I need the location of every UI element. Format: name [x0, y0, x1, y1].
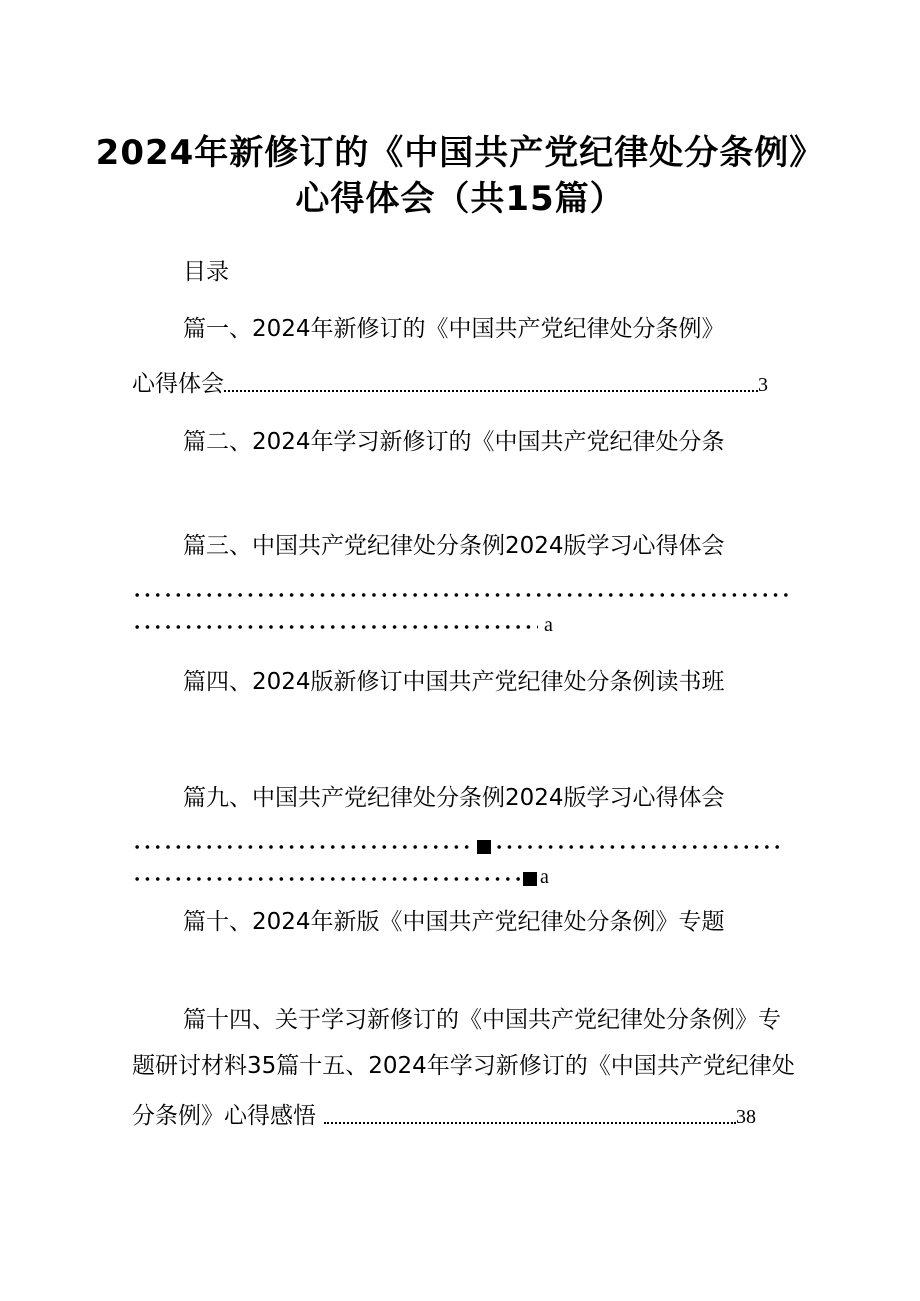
toc-entry-7-continuation[interactable]: [132, 1105, 756, 1128]
dot-leader: [132, 625, 538, 629]
toc-entry-2-title[interactable]: 篇二、2024年学习新修订的《中国共产党纪律处分条: [183, 429, 725, 455]
toc-heading: 目录: [183, 259, 229, 285]
toc-entry-3-leader: [132, 615, 553, 639]
dot-leader-row: [132, 586, 790, 610]
toc-entry-7-title[interactable]: 篇十四、关于学习新修订的《中国共产党纪律处分条例》专: [183, 1007, 781, 1033]
toc-entry-7-title-cont[interactable]: 题研讨材料35篇十五、2024年学习新修订的《中国共产党纪律处: [132, 1053, 795, 1079]
toc-entry-5-page: a: [540, 867, 549, 888]
toc-entry-5-title[interactable]: 篇九、中国共产党纪律处分条例2024版学习心得体会: [183, 785, 725, 811]
dot-leader-row: [132, 838, 780, 862]
dot-leader: [224, 390, 758, 392]
toc-entry-1-page: 3: [758, 374, 768, 396]
toc-entry-7-page: 38: [736, 1106, 756, 1128]
dot-leader: [132, 845, 474, 849]
toc-entry-5-leader: [132, 867, 549, 891]
toc-entry-3-title[interactable]: 篇三、中国共产党纪律处分条例2024版学习心得体会: [183, 533, 725, 559]
dot-leader: [494, 845, 780, 849]
document-title-line1: 2024年新修订的《中国共产党纪律处分条例》: [95, 133, 825, 173]
toc-entry-3-page: a: [544, 615, 553, 636]
toc-entry-1-title[interactable]: 篇一、2024年新修订的《中国共产党纪律处分条例》: [183, 316, 725, 342]
dot-leader: [132, 593, 790, 597]
square-marker-icon: [523, 872, 537, 886]
document-title-line2: 心得体会（共15篇）: [295, 179, 625, 219]
toc-entry-4-title[interactable]: 篇四、2024版新修订中国共产党纪律处分条例读书班: [183, 669, 725, 695]
toc-entry-1-title-cont: 心得体会: [132, 371, 224, 397]
toc-entry-7-title-cont2: 分条例》心得感悟: [132, 1103, 316, 1129]
dot-leader: [132, 877, 520, 881]
toc-entry-6-title[interactable]: 篇十、2024年新版《中国共产党纪律处分条例》专题: [183, 909, 725, 935]
square-marker-icon: [477, 840, 491, 854]
dot-leader: [324, 1122, 736, 1124]
toc-entry-1-continuation[interactable]: [132, 373, 768, 396]
